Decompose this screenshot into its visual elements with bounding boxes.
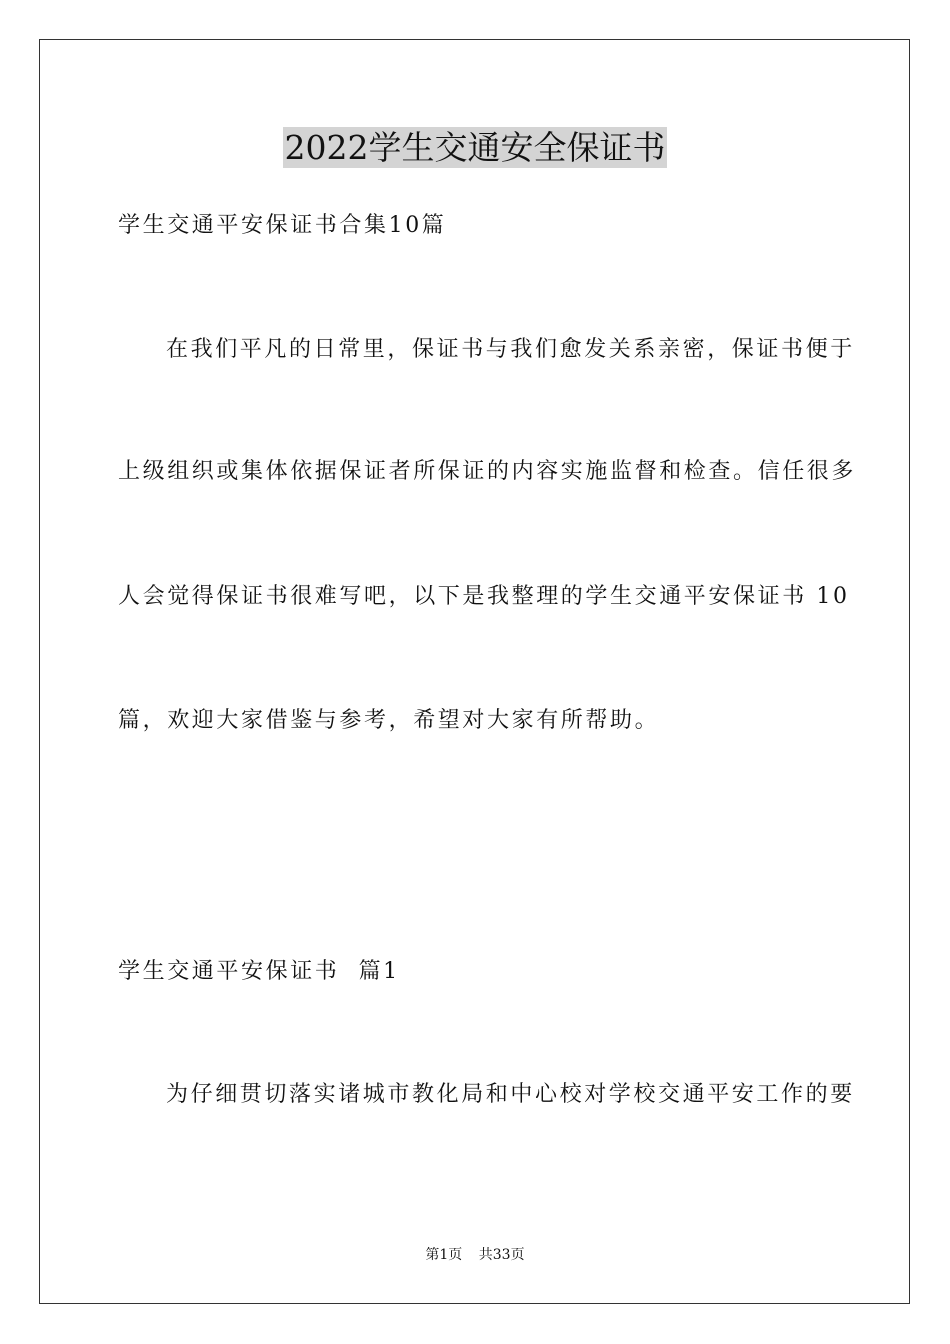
page-footer bbox=[0, 1246, 950, 1264]
document-subtitle: 学生交通平安保证书合集10篇 bbox=[118, 213, 447, 238]
intro-line-3: 人会觉得保证书很难写吧，以下是我整理的学生交通平安保证书 10 bbox=[118, 584, 850, 609]
document-title-text: 2022学生交通安全保证书 bbox=[284, 128, 666, 167]
section-line-1: 为仔细贯切落实诸城市教化局和中心校对学校交通平安工作的要 bbox=[166, 1082, 855, 1107]
section-heading: 学生交通平安保证书 篇1 bbox=[118, 959, 400, 984]
intro-line-2: 上级组织或集体依据保证者所保证的内容实施监督和检查。信任很多 bbox=[118, 459, 857, 484]
page-total: 共33页 bbox=[478, 1247, 525, 1263]
page-number: 第1页 bbox=[425, 1247, 463, 1263]
intro-line-1: 在我们平凡的日常里，保证书与我们愈发关系亲密，保证书便于 bbox=[166, 337, 855, 362]
intro-line-4: 篇，欢迎大家借鉴与参考，希望对大家有所帮助。 bbox=[118, 708, 660, 733]
document-title bbox=[0, 128, 950, 168]
